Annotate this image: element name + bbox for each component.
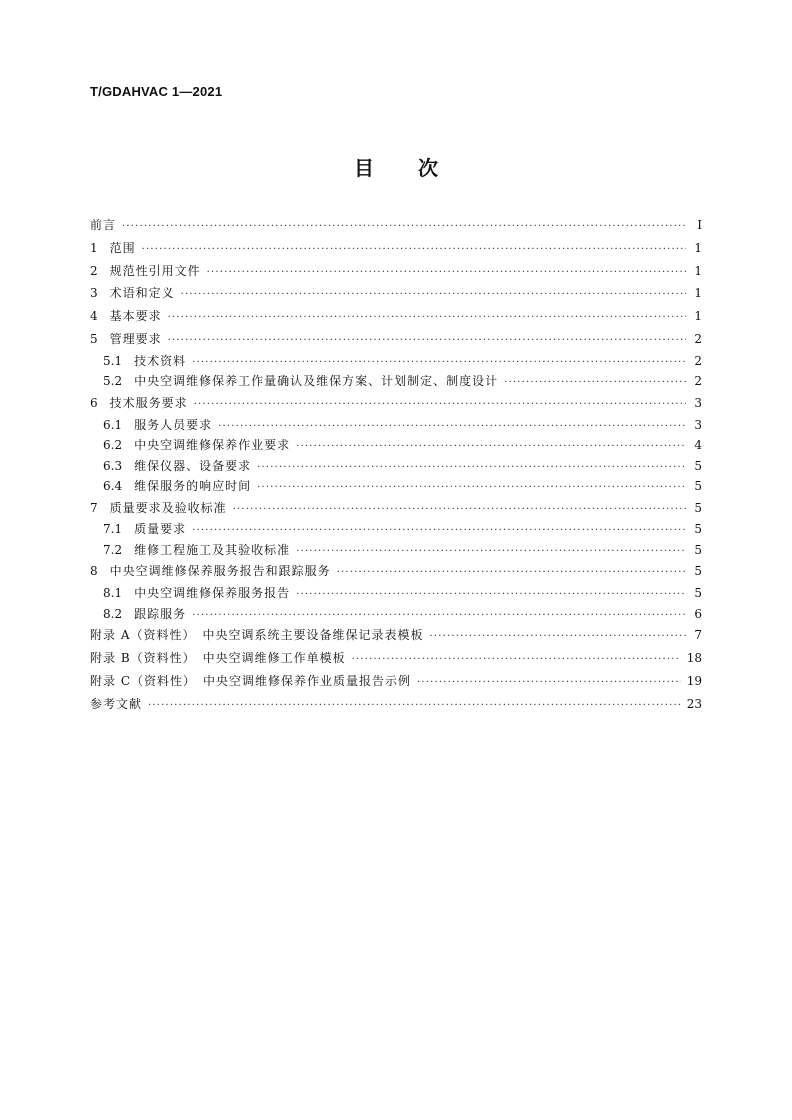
toc-leader-dots xyxy=(257,478,686,499)
toc-entry-number: 6.1 xyxy=(103,417,123,432)
toc-entry-title: 维保仪器、设备要求 xyxy=(134,458,252,473)
toc-entry-page: 23 xyxy=(686,696,702,711)
toc-entry[interactable] xyxy=(90,456,702,477)
toc-entry-title: 范围 xyxy=(109,240,136,255)
toc-entry[interactable] xyxy=(90,560,702,583)
toc-entry-page: 2 xyxy=(694,331,702,346)
toc-entry-title: 附录 B（资料性） 中央空调维修工作单模板 xyxy=(90,650,346,665)
toc-entry-number: 7 xyxy=(90,500,98,515)
toc-entry-title: 中央空调维修保养工作量确认及维保方案、计划制定、制度设计 xyxy=(134,374,499,389)
toc-entry-number: 6.3 xyxy=(103,458,123,473)
toc-entry-number: 8 xyxy=(90,564,98,579)
toc-entry-page: 5 xyxy=(694,542,702,557)
toc-entry[interactable] xyxy=(90,670,702,693)
toc-leader-dots xyxy=(218,417,686,438)
toc-entry[interactable] xyxy=(90,260,702,283)
toc-entry-number: 7.2 xyxy=(103,542,123,557)
toc-leader-dots xyxy=(192,521,686,542)
toc-entry-number: 6.4 xyxy=(103,479,123,494)
toc-leader-dots xyxy=(296,542,686,563)
toc-entry-page: 18 xyxy=(686,650,702,665)
toc-leader-dots xyxy=(194,394,686,417)
toc-entry-page: 4 xyxy=(694,438,702,453)
toc-entry-page: 5 xyxy=(694,479,702,494)
toc-entry-number: 1 xyxy=(90,240,98,255)
toc-entry-title: 术语和定义 xyxy=(109,286,175,301)
toc-leader-dots xyxy=(429,626,686,649)
toc-leader-dots xyxy=(168,307,686,330)
toc-leader-dots xyxy=(233,499,686,522)
toc-entry-number: 5.1 xyxy=(103,353,123,368)
toc-entry-number: 2 xyxy=(90,263,98,278)
toc-entry[interactable] xyxy=(90,392,702,415)
toc-entry-title: 附录 C（资料性） 中央空调维修保养作业质量报告示例 xyxy=(90,673,411,688)
toc-entry-title: 维保服务的响应时间 xyxy=(134,479,252,494)
toc-leader-dots xyxy=(142,239,686,262)
toc-entry-page: I xyxy=(697,218,702,232)
toc-leader-dots xyxy=(148,695,681,718)
toc-entry[interactable] xyxy=(90,497,702,520)
toc-entry-number: 8.2 xyxy=(103,606,123,621)
toc-leader-dots xyxy=(417,672,681,695)
toc-entry-number: 5.2 xyxy=(103,374,123,389)
toc-title xyxy=(0,152,792,181)
toc-entry-title: 基本要求 xyxy=(109,309,162,324)
toc-entry[interactable] xyxy=(90,519,702,540)
toc-leader-dots xyxy=(504,373,686,394)
toc-leader-dots xyxy=(192,353,686,374)
toc-entry-page: 5 xyxy=(694,564,702,579)
toc-entry-page: 6 xyxy=(694,606,702,621)
toc-entry-title: 跟踪服务 xyxy=(134,606,187,621)
toc-entry-title: 服务人员要求 xyxy=(134,417,213,432)
toc-entry-title: 前言 xyxy=(90,218,117,232)
toc-entry-title: 技术资料 xyxy=(134,353,187,368)
toc-entry-page: 1 xyxy=(694,240,702,255)
toc-entry-title: 中央空调维修保养服务报告 xyxy=(134,586,291,601)
toc-entry-title: 管理要求 xyxy=(109,331,162,346)
toc-entry-title: 中央空调维修保养作业要求 xyxy=(134,438,291,453)
toc-entry[interactable] xyxy=(90,435,702,456)
toc-entry[interactable] xyxy=(90,237,702,260)
toc-leader-dots xyxy=(181,284,686,307)
toc-entry-page: 3 xyxy=(694,395,702,410)
toc-entry-page: 3 xyxy=(694,417,702,432)
document-code: T/GDAHVAC 1—2021 xyxy=(90,84,223,99)
toc-entry[interactable] xyxy=(90,351,702,372)
toc-entry-title: 参考文献 xyxy=(90,696,143,711)
toc-entry-page: 5 xyxy=(694,458,702,473)
toc-entry-title: 规范性引用文件 xyxy=(109,263,201,278)
toc-entry-title: 质量要求 xyxy=(134,522,187,537)
toc-entry-title: 中央空调维修保养服务报告和跟踪服务 xyxy=(109,564,331,579)
toc-entry[interactable] xyxy=(90,604,702,625)
toc-entry-number: 6 xyxy=(90,395,98,410)
toc-entry-page: 5 xyxy=(694,586,702,601)
toc-entry[interactable] xyxy=(90,214,702,237)
toc-entry-number: 6.2 xyxy=(103,438,123,453)
toc-entry[interactable] xyxy=(90,328,702,351)
toc-entry[interactable] xyxy=(90,415,702,436)
toc-entry-number: 8.1 xyxy=(103,586,123,601)
toc-entry[interactable] xyxy=(90,583,702,604)
toc-entry-page: 1 xyxy=(694,309,702,324)
toc-entry-page: 5 xyxy=(694,522,702,537)
toc-entry-number: 4 xyxy=(90,309,98,324)
toc-leader-dots xyxy=(207,262,686,285)
toc-entry-page: 1 xyxy=(694,263,702,278)
toc-entry-page: 1 xyxy=(694,286,702,301)
toc-leader-dots xyxy=(352,649,681,672)
table-of-contents xyxy=(90,214,702,715)
toc-title-part2: 次 xyxy=(418,156,438,180)
toc-entry-page: 19 xyxy=(686,673,702,688)
toc-title-part1: 目 xyxy=(354,156,374,180)
toc-leader-dots xyxy=(122,216,686,239)
toc-entry-page: 2 xyxy=(694,353,702,368)
toc-entry-number: 5 xyxy=(90,331,98,346)
toc-entry[interactable] xyxy=(90,371,702,392)
toc-entry-title: 维修工程施工及其验收标准 xyxy=(134,542,291,557)
toc-entry[interactable] xyxy=(90,476,702,497)
toc-entry-title: 附录 A（资料性） 中央空调系统主要设备维保记录表模板 xyxy=(90,628,424,643)
toc-entry-title: 技术服务要求 xyxy=(109,395,188,410)
toc-leader-dots xyxy=(168,330,686,353)
toc-entry[interactable] xyxy=(90,282,702,305)
toc-leader-dots xyxy=(296,437,686,458)
toc-leader-dots xyxy=(296,585,686,606)
toc-entry-number: 7.1 xyxy=(103,522,123,537)
toc-entry-page: 5 xyxy=(694,500,702,515)
toc-entry[interactable] xyxy=(90,305,702,328)
toc-entry[interactable] xyxy=(90,647,702,670)
toc-leader-dots xyxy=(192,606,686,627)
toc-entry-number: 3 xyxy=(90,286,98,301)
toc-entry[interactable] xyxy=(90,624,702,647)
toc-entry-page: 7 xyxy=(694,628,702,643)
toc-entry[interactable] xyxy=(90,540,702,561)
toc-entry-title: 质量要求及验收标准 xyxy=(109,500,227,515)
toc-entry-page: 2 xyxy=(694,374,702,389)
toc-leader-dots xyxy=(257,458,686,479)
toc-leader-dots xyxy=(337,562,686,585)
toc-entry[interactable] xyxy=(90,693,702,716)
